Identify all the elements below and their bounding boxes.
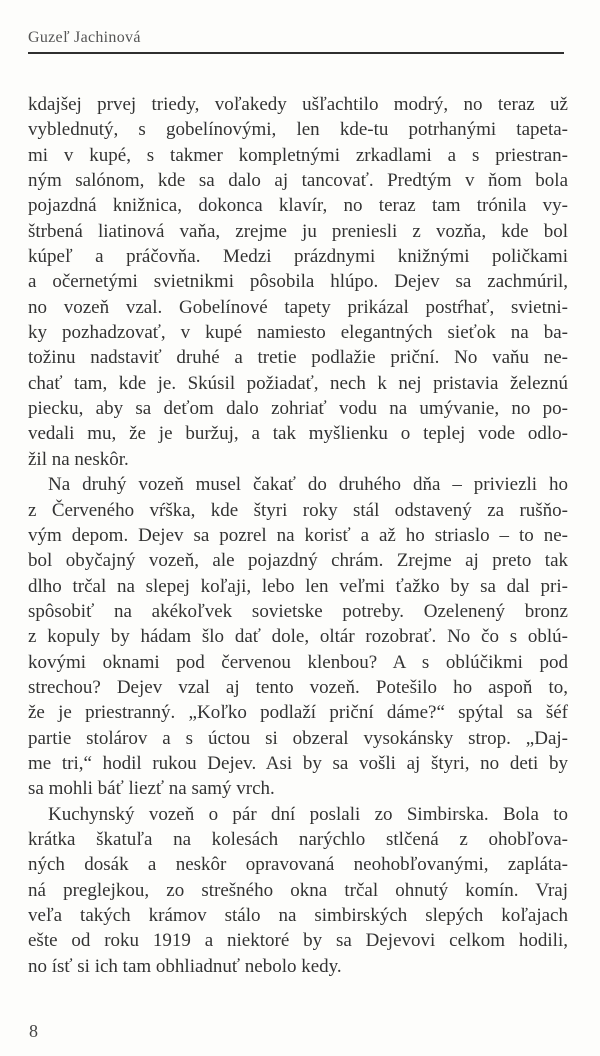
text-line: bol obyčajný vozeň, ale pojazdný chrám. Zrejme aj preto tak: [28, 550, 568, 572]
text-line: že je priestranný. „Koľko podlaží priční dáme?“ spýtal sa šéf: [28, 702, 568, 724]
text-line: no vozeň vzal. Gobelínové tapety prikázal postŕhať, svietni-: [28, 296, 568, 318]
text-line: žil na neskôr.: [28, 448, 129, 470]
text-line: veľa takých krámov stálo na simbirských slepých koľajach: [28, 905, 568, 926]
text-line: z Červeného vŕška, kde štyri roky stál odstavený za rušňo-: [28, 499, 568, 521]
text-line: tožinu nadstaviť druhé a tretie podlažie priční. No vaňu ne-: [28, 347, 568, 369]
text-line: štrbená liatinová vaňa, zrejme ju preniesli z vozňa, kde bol: [28, 220, 568, 242]
text-line: kovými oknami pod červenou klenbou? A s oblúčikmi pod: [28, 651, 568, 673]
text-line: z kopuly by hádam šlo dať dole, oltár rozobrať. No čo s oblú-: [28, 626, 568, 648]
paragraph: [28, 802, 568, 979]
text-line: Na druhý vozeň musel čakať do druhého dňa – priviezli ho: [48, 474, 568, 496]
text-line: Kuchynský vozeň o pár dní poslali zo Simbirska. Bola to: [48, 803, 568, 825]
text-line: strechou? Dejev vzal aj tento vozeň. Potešilo ho aspoň to,: [28, 676, 568, 698]
paragraph: [28, 472, 568, 801]
text-line: a očernetými svietnikmi pôsobila hlúpo. Dejev sa zachmúril,: [28, 271, 568, 293]
running-header-author: Guzeľ Jachinová: [28, 29, 141, 46]
text-line: ných dosák a neskôr opravovaná neohobľovanými, zapláta-: [28, 854, 568, 876]
paragraph: [28, 92, 568, 472]
text-line: kúpeľ a práčovňa. Medzi prázdnymi knižnými poličkami: [28, 246, 568, 268]
body-text: [28, 92, 568, 979]
text-line: partie stolárov a s úctou si obzeral vysokánsky strop. „Daj-: [28, 727, 568, 749]
text-line: sa mohli báť liezť na samý vrch.: [28, 778, 275, 800]
text-line: vyblednutý, s gobelínovými, len kde-tu potrhanými tapeta-: [28, 119, 568, 141]
text-line: ešte od roku 1919 a niektoré by sa Dejevovi celkom hodili,: [28, 930, 568, 952]
text-line: me tri,“ hodil rukou Dejev. Asi by sa vošli aj štyri, no deti by: [28, 752, 568, 774]
text-line: pojazdná knižnica, dokonca klavír, no teraz tam trónila vy-: [28, 195, 568, 217]
text-line: mi v kupé, s takmer kompletnými zrkadlami a s priestran-: [28, 144, 568, 166]
text-line: vedali mu, že je buržuj, a tak myšlienku o teplej vode odlo-: [28, 423, 568, 445]
page-number: 8: [29, 1021, 38, 1041]
text-line: ná preglejkou, zo strešného okna trčal ohnutý komín. Vraj: [28, 879, 568, 901]
text-line: ky pozhadzovať, v kupé namiesto elegantných sieťok na ba-: [28, 322, 568, 344]
header-rule: [28, 52, 564, 54]
text-line: vým depom. Dejev sa pozrel na korisť a až ho striaslo – to ne-: [28, 524, 568, 546]
text-line: no ísť si ich tam obhliadnuť nebolo kedy.: [28, 955, 342, 977]
text-line: piecku, aby sa deťom dalo zohriať vodu na umývanie, no po-: [28, 398, 568, 420]
text-line: kdajšej prvej triedy, voľakedy ušľachtilo modrý, no teraz už: [28, 94, 568, 115]
text-line: krátka škatuľa na kolesách narýchlo stlčená z ohobľova-: [28, 828, 568, 850]
text-line: spôsobiť na akékoľvek sovietske potreby. Ozelenený bronz: [28, 600, 568, 622]
text-line: dlho trčal na slepej koľaji, lebo len veľmi ťažko by sa dal pri-: [28, 575, 568, 597]
text-line: ným salónom, kde sa dalo aj tancovať. Predtým v ňom bola: [28, 170, 568, 192]
text-line: chať tam, kde je. Skúsil požiadať, nech k nej pristavia železnú: [28, 372, 568, 394]
